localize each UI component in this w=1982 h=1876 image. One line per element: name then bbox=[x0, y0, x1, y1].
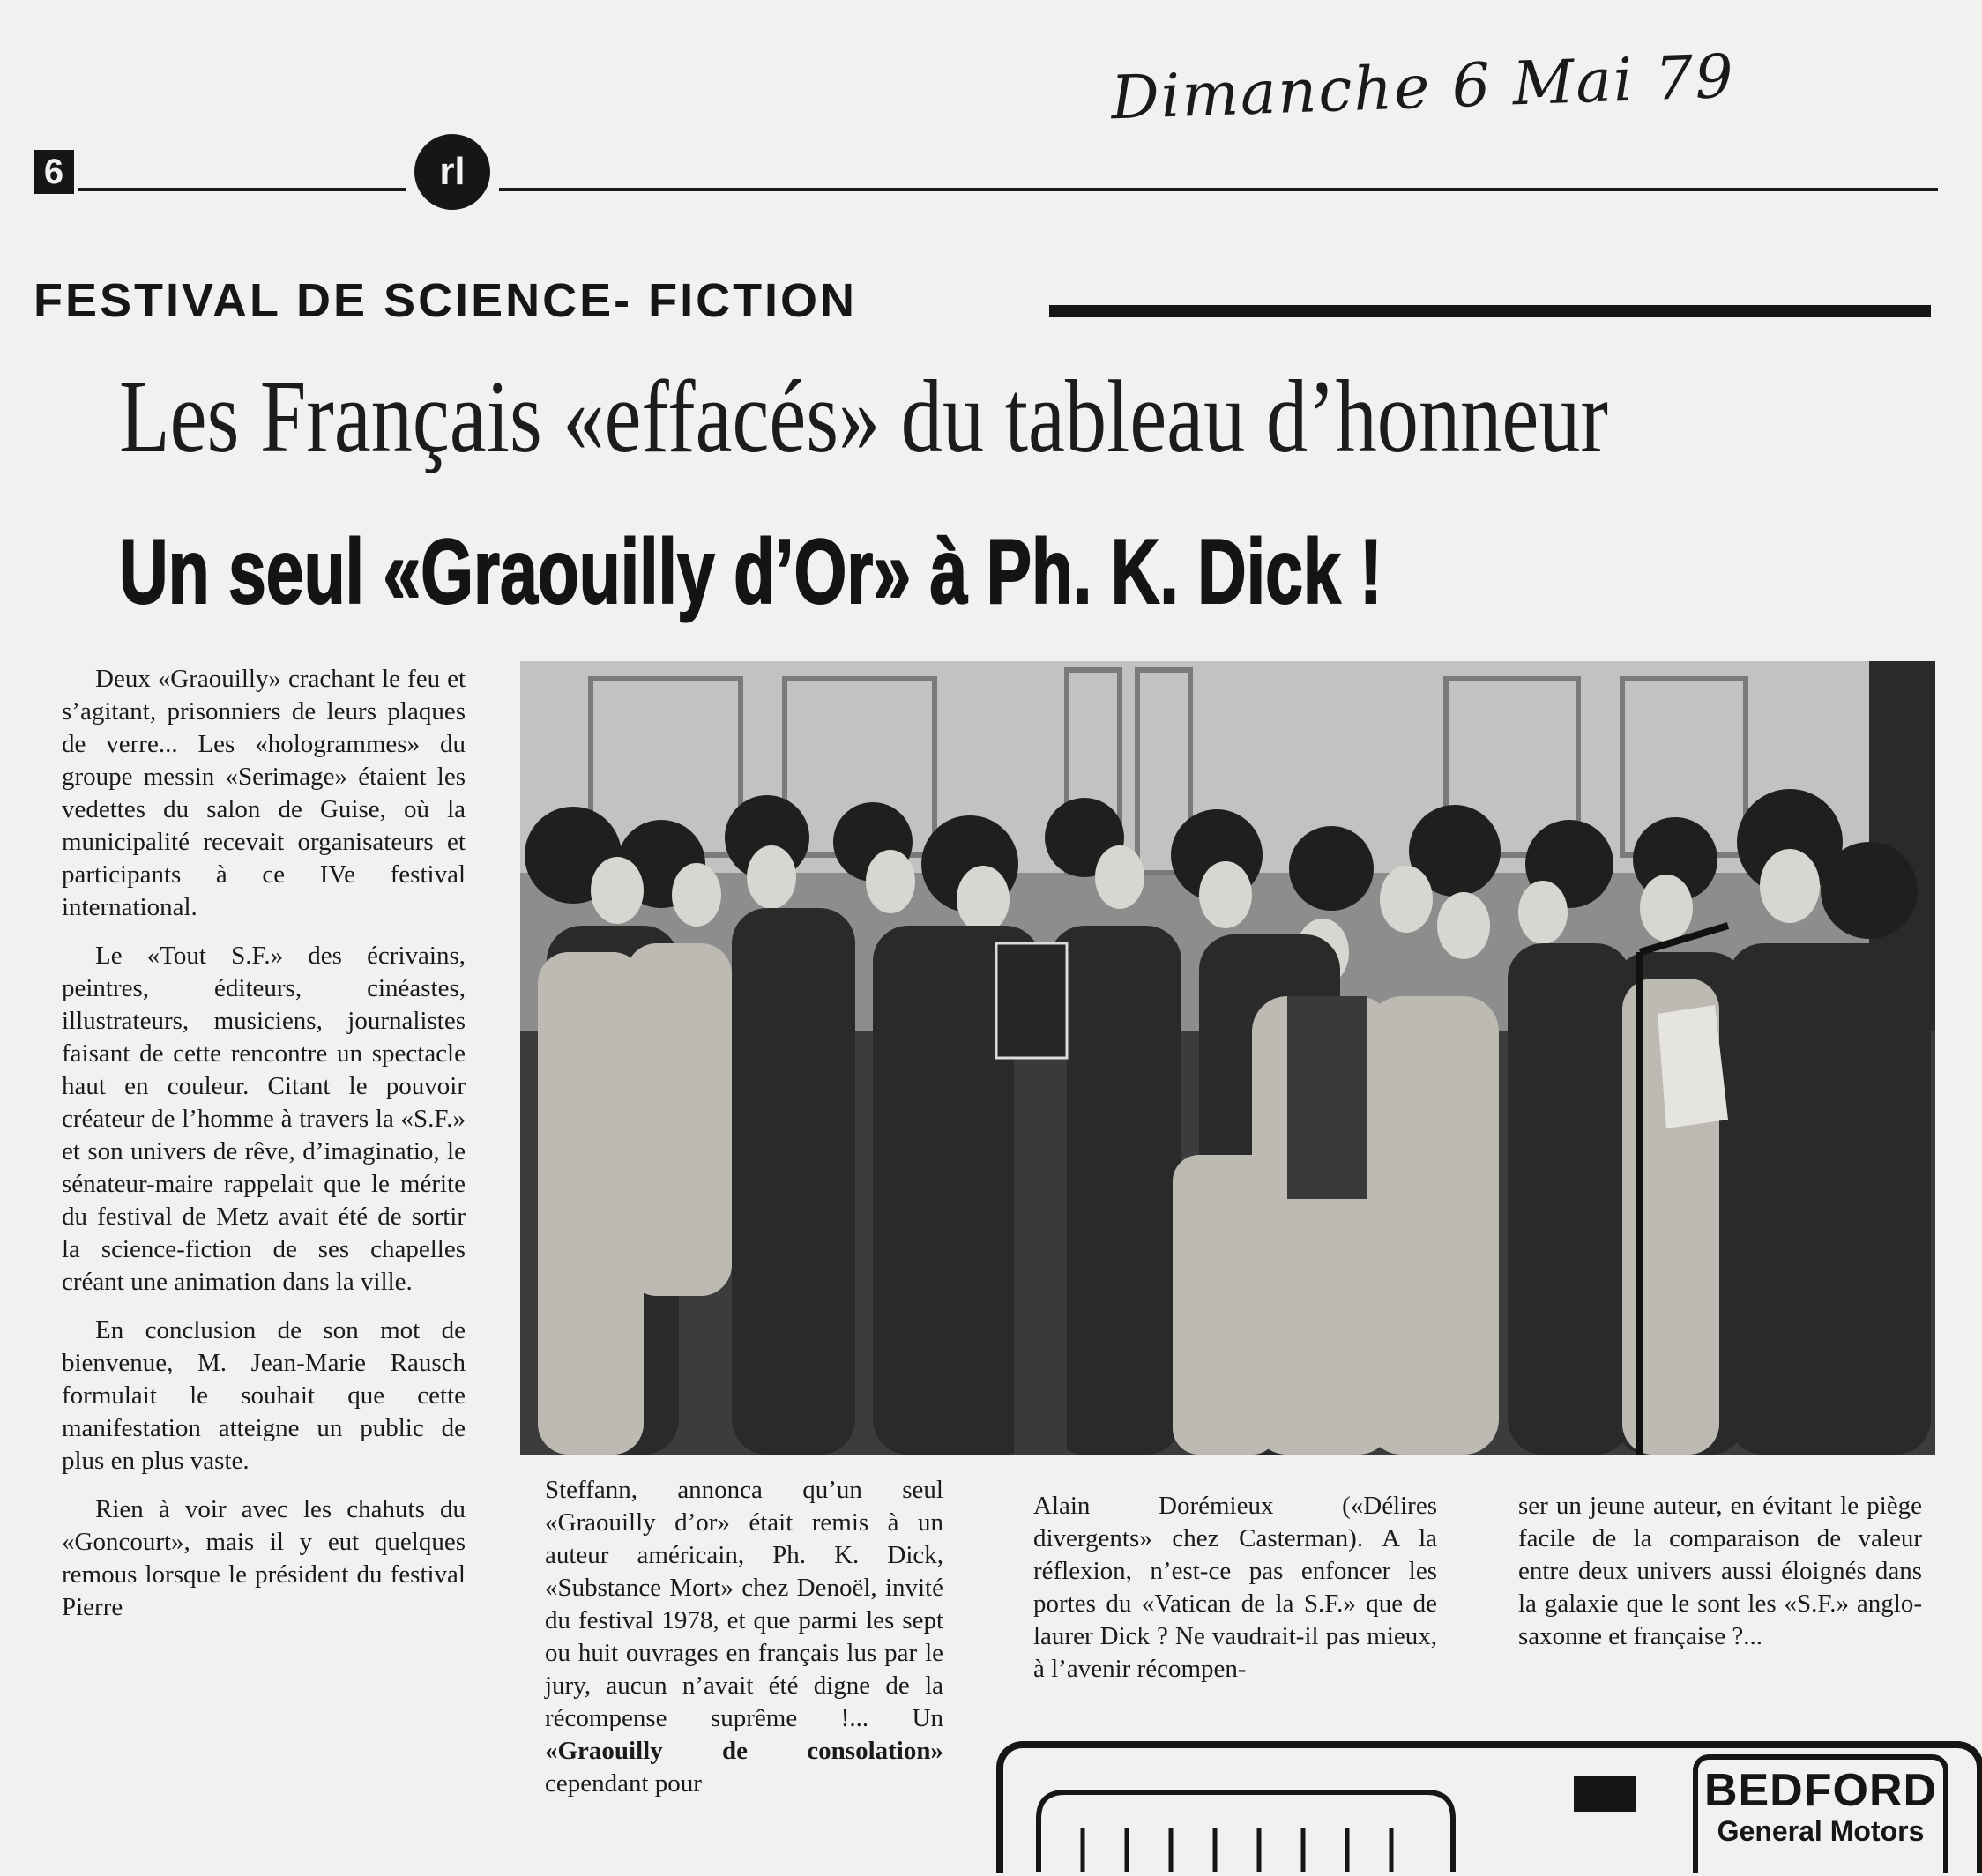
paragraph: ser un jeune auteur, en évitant le piège facile de la comparaison de valeur entre deux univers aussi éloignés dans la galaxie que le sont les «S.F.» anglo-saxonne et française ?... bbox=[1518, 1492, 1922, 1650]
paragraph: En conclusion de son mot de bienvenue, M. Jean-Marie Rausch formulait le souhait que cette manifestation atteigne un public de plus en plus vaste. bbox=[62, 1316, 466, 1475]
article-column-2 bbox=[545, 1474, 943, 1816]
newspaper-logo: rl bbox=[414, 134, 490, 210]
paragraph: Le «Tout S.F.» des écrivains, peintres, éditeurs, cinéastes, illustrateurs, musiciens, journalistes faisant de cette rencontre un spectacle haut en couleur. Citant le pouvoir créateur de l’homme à travers la «S.F.» et son univers de rêve, d’imaginatio, le sénateur-maire rappelait que le mérite du festival de Metz avait été de sortir la science-fiction de ses chapelles créant une animation dans la ville. bbox=[62, 942, 466, 1296]
kicker-bar bbox=[1049, 305, 1931, 317]
press-photo bbox=[520, 661, 1935, 1455]
handwritten-date: Dimanche 6 Mai 79 bbox=[1109, 41, 1736, 134]
header-rule-right bbox=[499, 188, 1938, 191]
paragraph: Rien à voir avec les chahuts du «Goncourt», mais il y eut quelques remous lorsque le président du festival Pierre bbox=[62, 1495, 466, 1621]
article-column-4 bbox=[1518, 1490, 1922, 1669]
ad-brand: BEDFORD bbox=[1703, 1765, 1938, 1816]
article-column-3 bbox=[1033, 1490, 1437, 1701]
gm-logo-icon bbox=[1574, 1776, 1636, 1812]
subheadline: Un seul «Graouilly d’Or» à Ph. K. Dick ! bbox=[119, 521, 1382, 623]
article-column-1 bbox=[62, 663, 466, 1640]
bedford-ad bbox=[1693, 1754, 1948, 1873]
headline: Les Français «effacés» du tableau d’honneur bbox=[119, 359, 1608, 474]
paragraph: Deux «Graouilly» crachant le feu et s’agitant, prisonniers de leurs plaques de verre... Les «hologrammes» du groupe messin «Serimage» étaient les vedettes du salon de Guise, où la municipalité recevait organisateurs et participants à ce IVe festival international. bbox=[62, 665, 466, 921]
header-rule-left bbox=[78, 188, 406, 191]
paragraph bbox=[545, 1474, 943, 1800]
section-kicker: FESTIVAL DE SCIENCE- FICTION bbox=[34, 274, 858, 327]
paragraph-text: Steffann, annonca qu’un seul «Graouilly d’or» était remis à un auteur américain, Ph. K. Dick, «Substance Mort» chez Denoël, invité du festival 1978, et que parmi les sept ou huit ouvrages en français lus par le jury, aucun n’avait été digne de la récompense suprême !... Un bbox=[545, 1476, 943, 1732]
paragraph: Alain Dorémieux («Délires divergents» chez Casterman). A la réflexion, n’est-ce pas enfoncer les portes du «Vatican de la S.F.» que de laurer Dick ? Ne vaudrait-il pas mieux, à l’avenir récompen- bbox=[1033, 1492, 1437, 1683]
photo-crowd-illustration bbox=[520, 661, 1935, 1455]
ad-subtitle: General Motors bbox=[1717, 1815, 1925, 1847]
page-number: 6 bbox=[34, 150, 74, 194]
paragraph-text: cependant pour bbox=[545, 1769, 702, 1798]
paragraph-bold-text: «Graouilly de consolation» bbox=[545, 1737, 943, 1765]
